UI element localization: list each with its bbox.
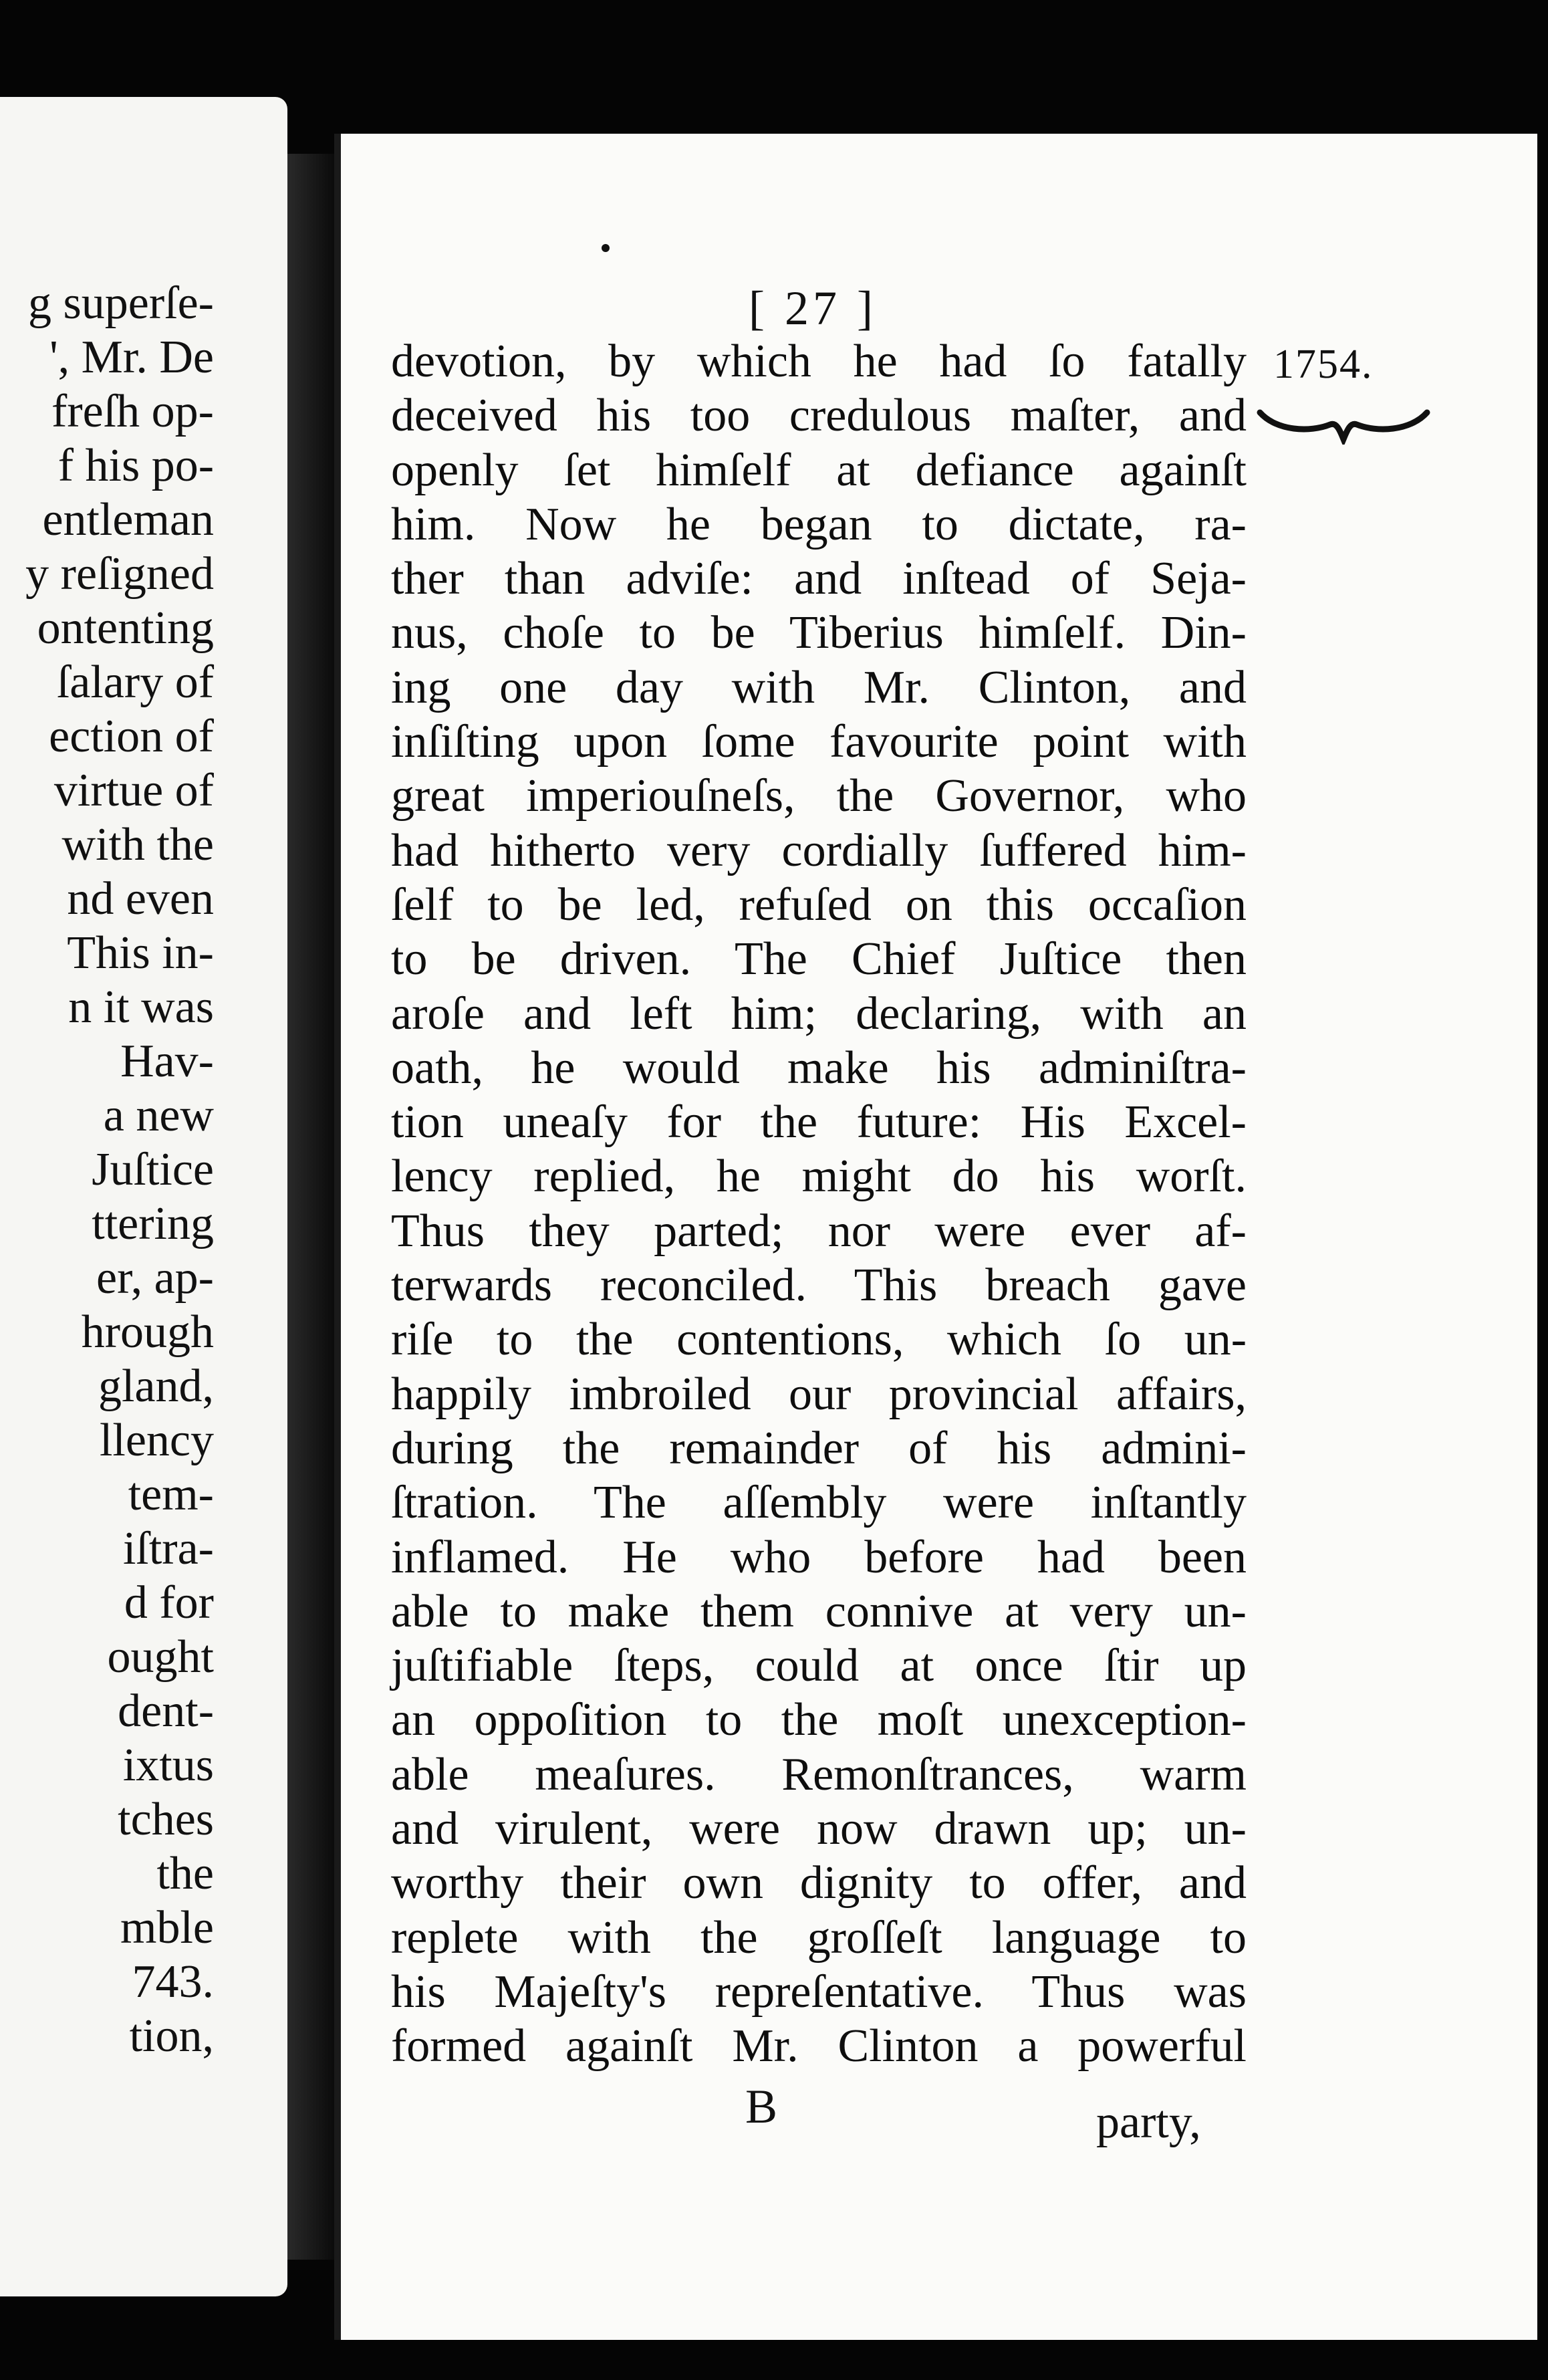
left-page: [0, 97, 287, 2296]
text-line: his Majeſty's repreſentative. Thus was: [391, 1966, 1247, 2018]
left-page-line: 743.: [132, 1956, 214, 2008]
text-line: tion uneaſy for the future: His Excel-: [391, 1096, 1247, 1149]
left-page-line: ontenting: [37, 602, 214, 654]
text-line: and virulent, were now drawn up; un-: [391, 1803, 1247, 1855]
left-page-line: ', Mr. De: [49, 332, 214, 383]
margin-year-note: 1754.: [1273, 342, 1374, 387]
left-page-line: g superſe-: [28, 277, 214, 329]
text-line: lency replied, he might do his worſt.: [391, 1151, 1247, 1203]
text-line: terwards reconciled. This breach gave: [391, 1260, 1247, 1312]
left-page-line: freſh op-: [51, 386, 214, 437]
text-line: happily imbroiled our provincial affairs,: [391, 1368, 1247, 1420]
text-line: inflamed. He who before had been: [391, 1531, 1247, 1583]
text-line: great imperiouſneſs, the Governor, who: [391, 770, 1247, 822]
left-page-line: a new: [103, 1090, 214, 1141]
catchword: party,: [1096, 2097, 1201, 2148]
left-page-line: dent-: [118, 1685, 214, 1737]
left-page-line: Juſtice: [92, 1144, 214, 1195]
text-line: deceived his too credulous maſter, and: [391, 390, 1247, 442]
text-line: him. Now he began to dictate, ra-: [391, 498, 1247, 550]
curly-brace-mark: [1257, 404, 1430, 445]
left-page-line: virtue of: [53, 765, 214, 816]
text-line: Thus they parted; nor were ever af-: [391, 1205, 1247, 1257]
text-line: devotion, by which he had ſo fatally: [391, 336, 1247, 387]
left-page-line: ttering: [92, 1198, 214, 1250]
text-line: during the remainder of his admini-: [391, 1422, 1247, 1474]
left-page-line: tion,: [129, 2010, 214, 2062]
left-page-line: mble: [120, 1902, 214, 1953]
text-line: riſe to the contentions, which ſo un-: [391, 1314, 1247, 1366]
text-line: oath, he would make his adminiſtra-: [391, 1042, 1247, 1094]
text-line: juſtifiable ſteps, could at once ſtir up: [391, 1640, 1247, 1692]
text-line: ſelf to be led, refuſed on this occaſion: [391, 878, 1247, 931]
text-line: ſtration. The aſſembly were inſtantly: [391, 1477, 1247, 1529]
left-page-line: y reſigned: [25, 548, 214, 600]
text-line: to be driven. The Chief Juſtice then: [391, 933, 1247, 985]
left-page-line: ixtus: [122, 1740, 214, 1791]
left-page-line: tem-: [128, 1469, 214, 1520]
text-line: worthy their own dignity to offer, and: [391, 1857, 1247, 1909]
text-line: ther than adviſe: and inſtead of Seja-: [391, 553, 1247, 605]
text-line: formed againſt Mr. Clinton a powerful: [391, 2020, 1247, 2072]
left-page-line: nd even: [67, 873, 214, 925]
left-page-line: iſtra-: [122, 1523, 214, 1574]
text-line: had hitherto very cordially ſuffered him-: [391, 824, 1247, 876]
left-page-line: ection of: [49, 711, 214, 762]
left-page-line: f his po-: [57, 440, 214, 491]
ink-mark: [602, 244, 610, 252]
text-line: aroſe and left him; declaring, with an: [391, 987, 1247, 1040]
left-page-text: [0, 276, 214, 2063]
left-page-line: This in-: [67, 927, 214, 979]
text-line: able meaſures. Remonſtrances, warm: [391, 1748, 1247, 1800]
left-page-line: er, ap-: [96, 1252, 214, 1304]
body-text: [391, 334, 1247, 2074]
text-line: replete with the groſſeſt language to: [391, 1911, 1247, 1964]
left-page-line: d for: [124, 1577, 214, 1629]
text-line: ing one day with Mr. Clinton, and: [391, 661, 1247, 713]
text-line: openly ſet himſelf at defiance againſt: [391, 444, 1247, 496]
page-number: [ 27 ]: [749, 281, 877, 335]
text-line: an oppoſition to the moſt unexception-: [391, 1694, 1247, 1746]
left-page-line: entleman: [42, 494, 214, 546]
left-page-line: with the: [61, 819, 214, 870]
left-page-line: hrough: [81, 1306, 214, 1358]
left-page-line: Hav-: [120, 1036, 214, 1087]
signature-mark: B: [745, 2080, 778, 2133]
left-page-line: gland,: [98, 1360, 214, 1412]
text-line: able to make them connive at very un-: [391, 1585, 1247, 1637]
left-page-line: ſalary of: [56, 657, 214, 708]
left-page-line: n it was: [68, 981, 214, 1033]
text-line: inſiſting upon ſome favourite point with: [391, 716, 1247, 768]
left-page-line: ought: [107, 1631, 214, 1683]
left-page-line: the: [156, 1848, 214, 1899]
left-page-line: llency: [99, 1415, 214, 1466]
left-page-line: tches: [118, 1794, 214, 1845]
text-line: nus, choſe to be Tiberius himſelf. Din-: [391, 607, 1247, 659]
